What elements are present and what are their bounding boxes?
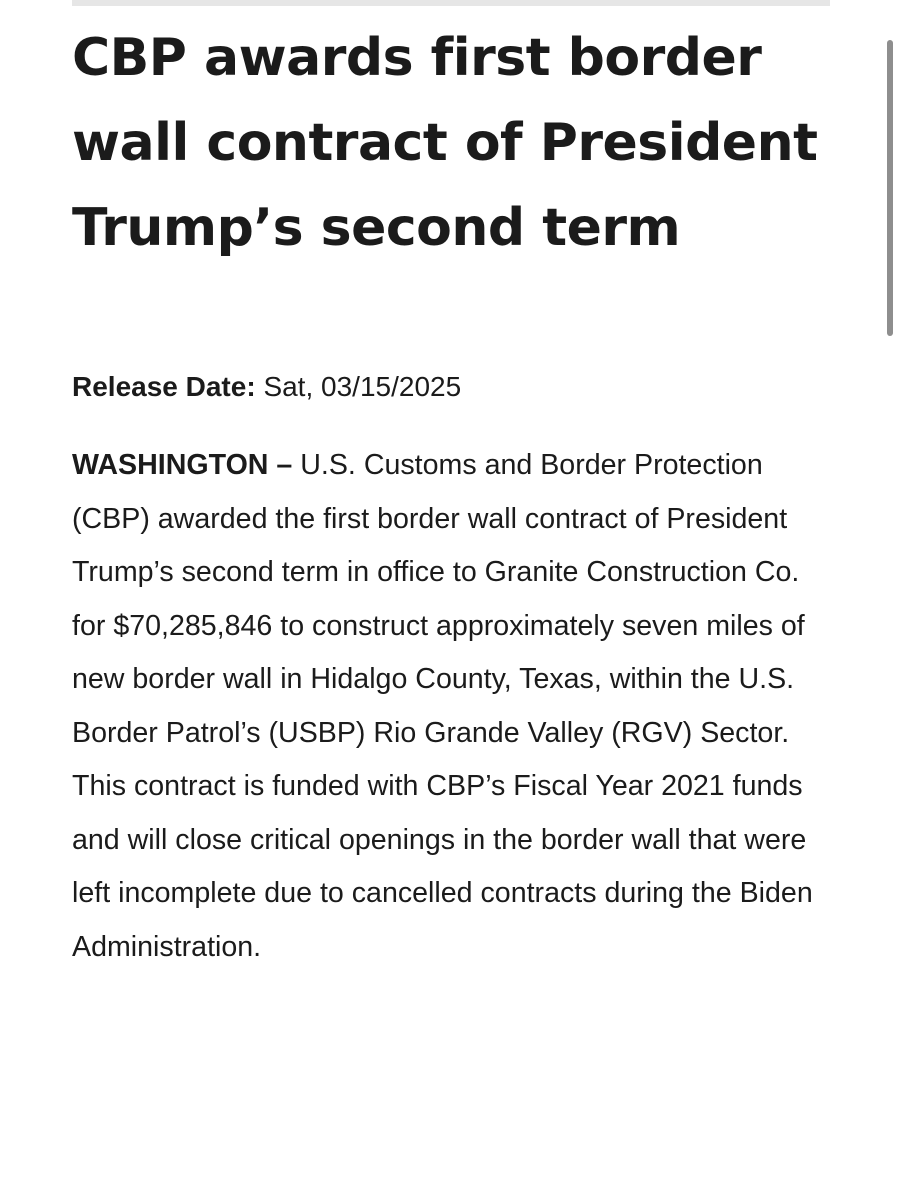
article <box>72 16 837 974</box>
release-date-value: Sat, 03/15/2025 <box>263 371 462 402</box>
release-date-label: Release Date: <box>72 371 256 402</box>
top-divider <box>72 0 830 6</box>
article-title: CBP awards first border wall contract of President Trump’s second term <box>72 28 818 258</box>
release-date <box>72 369 837 405</box>
dateline: WASHINGTON – <box>72 449 293 481</box>
article-body <box>72 439 837 974</box>
scrollbar-thumb[interactable] <box>887 40 893 336</box>
body-text: U.S. Customs and Border Protection (CBP) awarded the first border wall contract of President Trump’s second term in office to Granite Construction Co. for $70,285,846 to construct approximately seven miles of new border wall in Hidalgo County, Texas, within the U.S. Border Patrol’s (USBP) Rio Grande Valley (RGV) Sector. This contract is funded with CBP’s Fiscal Year 2021 funds and will close critical openings in the border wall that were left incomplete due to cancelled contracts during the Biden Administration. <box>72 449 813 963</box>
